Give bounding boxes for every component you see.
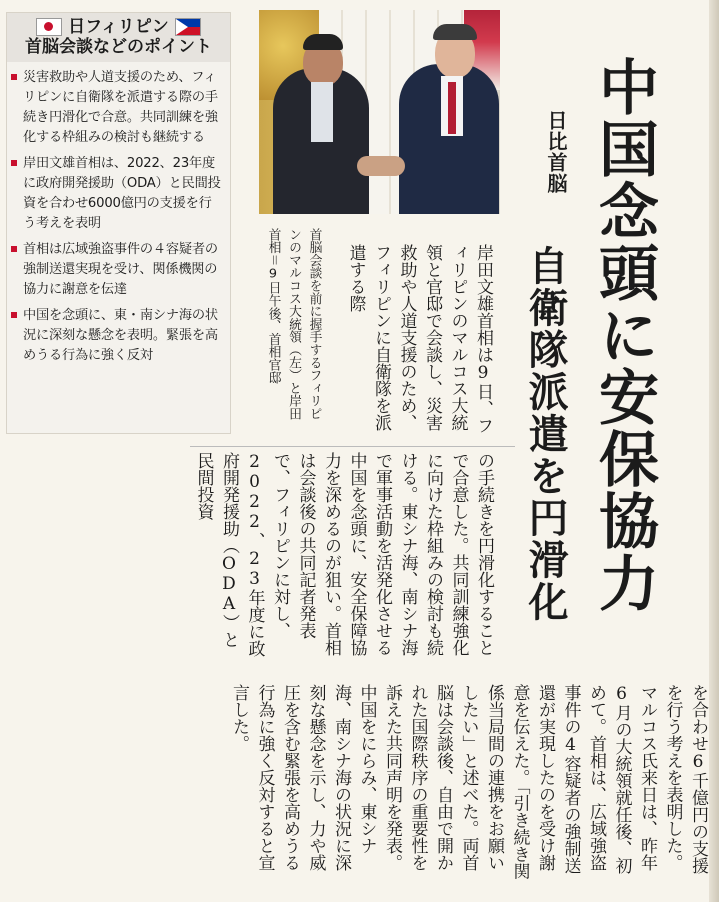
point-item: 岸田文雄首相は、2022、23年度に政府開発援助（ODA）と民間投資を合わせ6000億円の支援を行う考えを表明 <box>7 148 230 234</box>
column-divider <box>190 446 515 447</box>
bullet-icon <box>11 74 17 80</box>
handshake <box>357 156 405 176</box>
bullet-icon <box>11 246 17 252</box>
points-title <box>7 13 230 62</box>
marcos-figure <box>273 68 369 214</box>
body-column-3: を合わせ6千億円の支援を行う考えを表明した。マルコス氏来日は、昨年6月の大統領就任後、初めて。首相は、広域強盗事件の4容疑者の強制送還が実現したのを受け謝意を伝えた。「引き続き関係当局間の連携をお願いしたい」と述べた。両首脳は会談後、自由で開かれた国際秩序の重要性を訴えた共同声明を発表。中国をにらみ、東シナ海、南シナ海の状況に深刻な懸念を示し、力や威圧を含む緊張を高めうる行為に強く反対すると宣言した。 <box>229 684 708 880</box>
points-title-line2: 首脳会談などのポイント <box>25 37 212 57</box>
point-item: 災害救助や人道支援のため、フィリピンに自衛隊を派遣する際の手続き円滑化で合意。共同訓練を強化する枠組みの検討も継続する <box>7 62 230 148</box>
article-label: 日比首脳 <box>544 110 568 194</box>
kishida-figure <box>399 64 499 214</box>
body-column-1: 岸田文雄首相は9日、フィリピンのマルコス大統領と官邸で会談し、災害救助や人道支援のため、フィリピンに自衛隊を派遣する際 <box>345 244 493 434</box>
bullet-icon <box>11 312 17 318</box>
bullet-icon <box>11 160 17 166</box>
point-item: 中国を念頭に、東・南シナ海の状況に深刻な懸念を表明。緊張を高めうる行為に強く反対 <box>7 300 230 366</box>
philippines-flag-icon <box>175 18 201 36</box>
headline: 中国念頭に安保協力 <box>589 56 659 614</box>
photo-caption: 首脳会談を前に握手するフィリピンのマルコス大統領（左）と岸田首相＝9日午後、首相官邸 <box>265 228 322 420</box>
page-edge-shadow <box>709 0 719 902</box>
point-item: 首相は広域強盗事件の４容疑者の強制送還実現を受け、関係機関の協力に謝意を伝達 <box>7 234 230 300</box>
points-title-line1: 日フィリピン <box>68 17 169 37</box>
handshake-photo <box>259 10 500 214</box>
points-box <box>6 12 231 434</box>
body-column-2: の手続きを円滑化することで合意した。共同訓練強化に向けた枠組みの検討も続ける。東シナ海、南シナ海で軍事活動を活発化させる中国を念頭に、安全保障協力を深めるのが狙い。首相は会談後の共同記者発表で、フィリピンに対し、2022、23年度に政府開発援助（ODA）と民間投資 <box>193 452 494 657</box>
japan-flag-icon <box>36 18 62 36</box>
subheadline: 自衛隊派遣を円滑化 <box>522 245 569 623</box>
